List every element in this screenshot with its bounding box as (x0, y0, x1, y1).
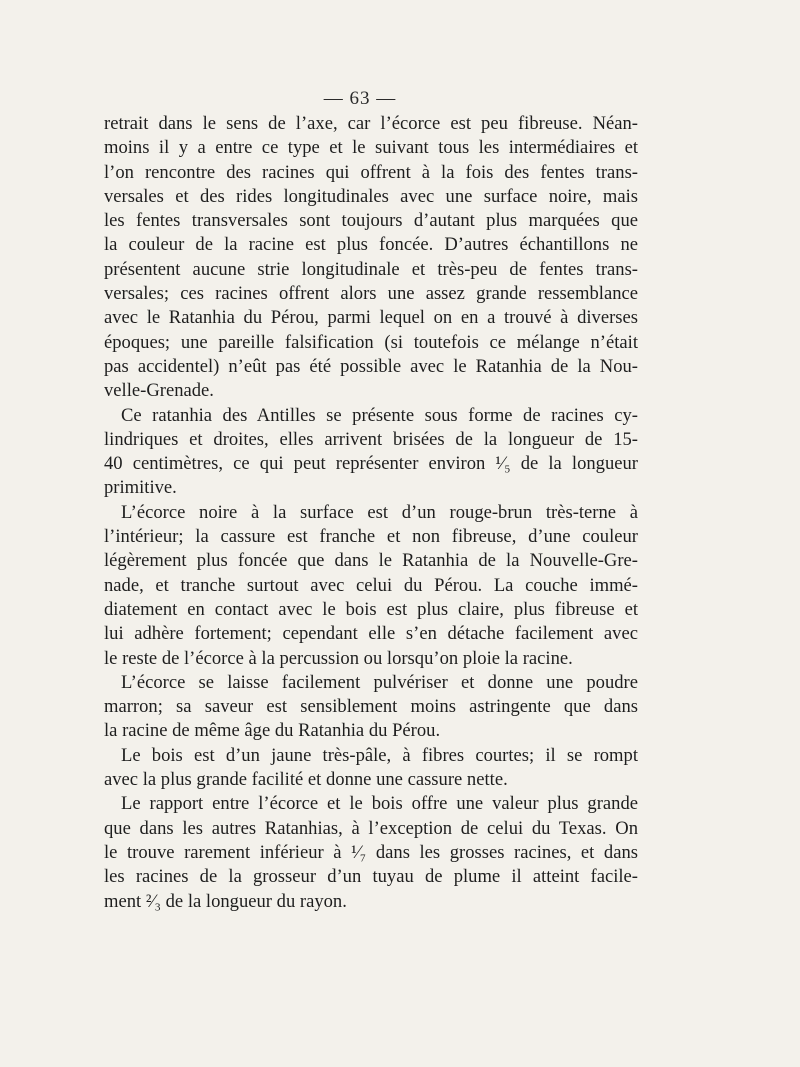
text-line: diatement en contact avec le bois est plus claire, plus fibreuse et (104, 598, 638, 620)
text-line: l’on rencontre des racines qui offrent à la fois des fentes trans- (104, 161, 638, 183)
text-line: les racines de la grosseur d’un tuyau de plume il atteint facile- (104, 866, 638, 888)
text-line: Ce ratanhia des Antilles se présente sous forme de racines cy- (121, 404, 638, 426)
text-line: le reste de l’écorce à la percussion ou lorsqu’on ploie la racine. (104, 647, 573, 669)
text-line: lui adhère fortement; cependant elle s’en détache facilement avec (104, 623, 638, 645)
text-line: Le rapport entre l’écorce et le bois offre une valeur plus grande (121, 793, 638, 815)
text-line: lindriques et droites, elles arrivent brisées de la longueur de 15- (104, 428, 638, 450)
text-line: l’intérieur; la cassure est franche et non fibreuse, d’une couleur (104, 526, 638, 548)
text-line: que dans les autres Ratanhias, à l’exception de celui du Texas. On (104, 817, 638, 839)
text-line: présentent aucune strie longitudinale et très-peu de fentes trans- (104, 258, 638, 280)
text-line: époques; une pareille falsification (si toutefois ce mélange n’était (104, 331, 638, 353)
text-line: Le bois est d’un jaune très-pâle, à fibres courtes; il se rompt (121, 744, 638, 766)
paragraph (104, 112, 638, 404)
text-line: 40 centimètres, ce qui peut représenter environ ¹⁄₅ de la longueur (104, 453, 638, 475)
text-line: le trouve rarement inférieur à ¹⁄₇ dans les grosses racines, et dans (104, 841, 638, 863)
text-line: moins il y a entre ce type et le suivant tous les intermédiaires et (104, 137, 638, 159)
text-line: versales; ces racines offrent alors une assez grande ressemblance (104, 283, 638, 305)
text-line: retrait dans le sens de l’axe, car l’écorce est peu fibreuse. Néan- (104, 113, 638, 134)
body-text (104, 112, 638, 914)
text-line: ment ²⁄₃ de la longueur du rayon. (104, 890, 347, 912)
text-line: marron; sa saveur est sensiblement moins astringente que dans (104, 696, 638, 718)
text-line: nade, et tranche surtout avec celui du Pérou. La couche immé- (104, 574, 638, 596)
paragraph (104, 671, 638, 744)
text-line: la couleur de la racine est plus foncée. D’autres échantillons ne (104, 234, 638, 256)
text-line: la racine de même âge du Ratanhia du Pérou. (104, 720, 441, 742)
text-line: légèrement plus foncée que dans le Ratanhia de la Nouvelle-Gre- (104, 550, 638, 572)
paragraph (104, 744, 638, 793)
text-line: avec la plus grande facilité et donne une cassure nette. (104, 769, 508, 791)
text-line: versales et des rides longitudinales avec une surface noire, mais (104, 185, 638, 207)
paragraph (104, 792, 638, 913)
text-line: L’écorce noire à la surface est d’un rouge-brun très-terne à (121, 501, 638, 523)
text-line: velle-Grenade. (104, 380, 214, 402)
text-line: les fentes transversales sont toujours d’autant plus marquées que (104, 210, 638, 232)
text-line: L’écorce se laisse facilement pulvériser et donne une poudre (121, 671, 638, 693)
page-number: — 63 — (323, 88, 397, 109)
paragraph (104, 404, 638, 501)
paragraph (104, 501, 638, 671)
text-line: pas accidentel) n’eût pas été possible avec le Ratanhia de la Nou- (104, 355, 638, 377)
text-line: primitive. (104, 477, 177, 499)
text-line: avec le Ratanhia du Pérou, parmi lequel on en a trouvé à diverses (104, 307, 638, 329)
